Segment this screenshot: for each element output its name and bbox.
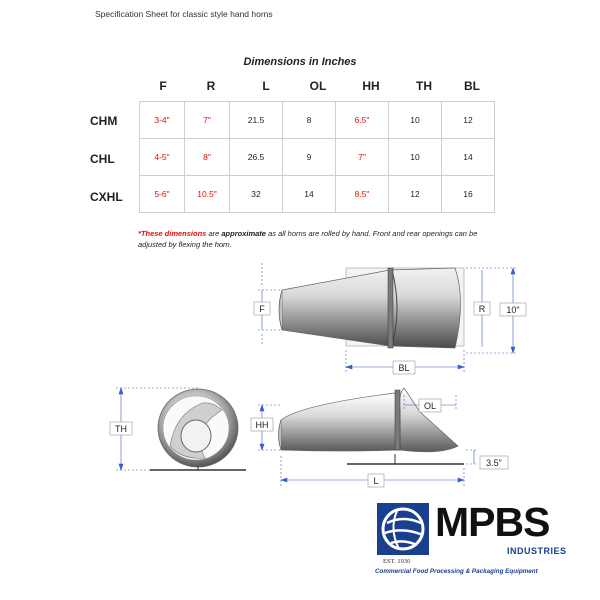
logo-name: MPBS (435, 499, 550, 545)
label-th: TH (115, 424, 127, 434)
cell-chm-r: 7" (185, 102, 230, 139)
col-head-th: TH (416, 79, 432, 93)
logo-est: EST. 1936 (383, 558, 411, 565)
sheet-title: Specification Sheet for classic style hand horns (95, 9, 273, 19)
label-hh: HH (255, 420, 269, 430)
dimensions-title: Dimensions in Inches (243, 56, 357, 68)
label-ten-inch: 10" (506, 305, 520, 315)
logo-industries: INDUSTRIES (507, 546, 567, 556)
cell-chl-r: 8" (185, 139, 230, 176)
cell-cxhl-f: 5-6" (140, 176, 185, 213)
row-head-chl: CHL (90, 152, 115, 166)
mpbs-logo (375, 499, 579, 583)
cell-chm-bl: 12 (442, 102, 495, 139)
cell-chl-ol: 9 (283, 139, 336, 176)
col-head-l: L (262, 79, 270, 93)
cell-cxhl-ol: 14 (283, 176, 336, 213)
col-head-r: R (206, 79, 216, 93)
col-head-f: F (159, 79, 167, 93)
cell-chl-bl: 14 (442, 139, 495, 176)
row-head-chm: CHM (90, 114, 118, 128)
label-three-five-inch: 3.5" (486, 458, 502, 468)
cell-chm-f: 3-4" (140, 102, 185, 139)
cell-chm-ol: 8 (283, 102, 336, 139)
cell-chm-l: 21.5 (230, 102, 283, 139)
cell-cxhl-hh: 8.5" (336, 176, 389, 213)
end-view-horn (150, 389, 246, 470)
top-view-horn (279, 268, 464, 348)
col-head-bl: BL (464, 79, 480, 93)
row-head-cxhl: CXHL (90, 190, 123, 204)
cell-chl-l: 26.5 (230, 139, 283, 176)
cell-chm-hh: 6.5" (336, 102, 389, 139)
cell-cxhl-r: 10.5" (185, 176, 230, 213)
note-bold: approximate (221, 229, 266, 238)
note-text-2: as all horns are rolled by hand. Front and rear openings can be adjusted by flexing the horn. (138, 229, 478, 249)
label-f: F (259, 304, 265, 314)
label-l: L (373, 476, 379, 486)
cell-chl-th: 10 (389, 139, 442, 176)
cell-chm-th: 10 (389, 102, 442, 139)
note-text-1: are (206, 229, 222, 238)
label-bl: BL (398, 363, 410, 373)
cell-cxhl-bl: 16 (442, 176, 495, 213)
col-head-ol: OL (309, 79, 327, 93)
cell-chl-hh: 7" (336, 139, 389, 176)
col-head-hh: HH (362, 79, 380, 93)
label-r: R (478, 304, 486, 314)
cell-chl-f: 4-5" (140, 139, 185, 176)
logo-tagline: Commercial Food Processing & Packaging Equipment (375, 568, 538, 575)
cell-cxhl-th: 12 (389, 176, 442, 213)
globe-mark-icon (377, 503, 429, 555)
cell-cxhl-l: 32 (230, 176, 283, 213)
note-highlight: *These dimensions (138, 229, 207, 238)
label-ol: OL (423, 401, 437, 411)
